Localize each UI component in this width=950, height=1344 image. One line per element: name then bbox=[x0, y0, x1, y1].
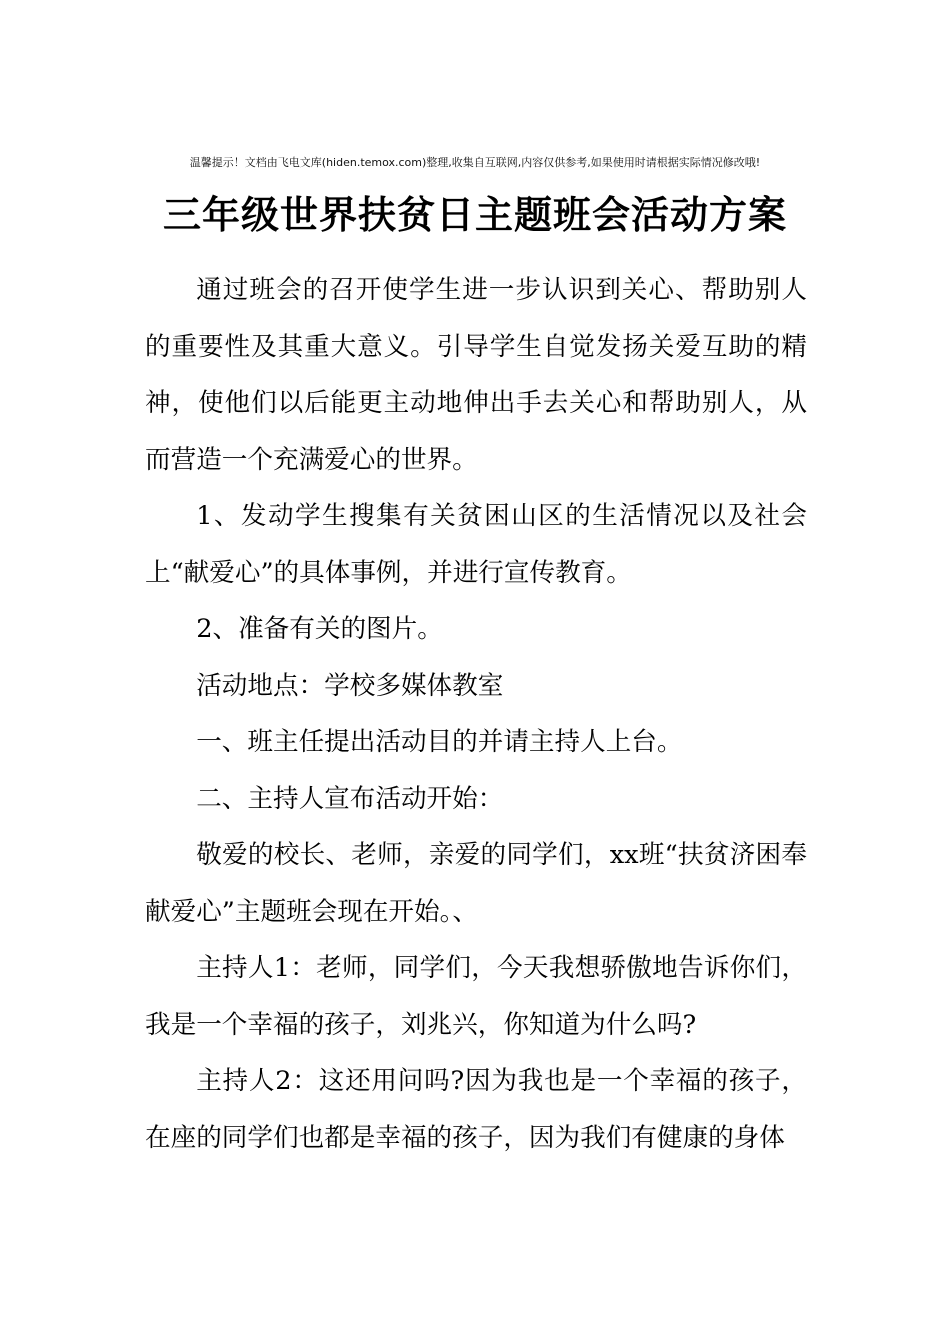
document-title: 三年级世界扶贫日主题班会活动方案 bbox=[162, 192, 787, 237]
paragraph: 2、准备有关的图片。 bbox=[196, 614, 443, 644]
paragraph: 通过班会的召开使学生进一步认识到关心、帮助别人的重要性及其重大意义。引导学生自觉发扬关爱互助的精神，使他们以后能更主动地伸出手去关心和帮助别人，从而营造一个充满爱心的世界。 bbox=[145, 275, 807, 475]
paragraph: 一、班主任提出活动目的并请主持人上台。 bbox=[196, 727, 683, 757]
download-notice: 温馨提示！文档由飞电文库(hiden.temox.com)整理,收集自互联网,内容仅供参考,如果使用时请根据实际情况修改哦! bbox=[189, 156, 761, 169]
document-body bbox=[145, 262, 807, 1166]
paragraph: 二、主持人宣布活动开始： bbox=[196, 783, 504, 814]
paragraph: 敬爱的校长、老师，亲爱的同学们，xx班“扶贫济困奉献爱心”主题班会现在开始。、 bbox=[145, 840, 807, 927]
paragraph: 主持人1：老师，同学们，今天我想骄傲地告诉你们，我是一个幸福的孩子，刘兆兴，你知道为什么吗? bbox=[145, 953, 807, 1040]
paragraph: 活动地点：学校多媒体教室 bbox=[196, 670, 504, 701]
paragraph: 1、发动学生搜集有关贫困山区的生活情况以及社会上“献爱心”的具体事例，并进行宣传教育。 bbox=[145, 501, 807, 588]
paragraph: 主持人2：这还用问吗?因为我也是一个幸福的孩子，在座的同学们也都是幸福的孩子，因为我们有健康的身体 bbox=[145, 1066, 807, 1153]
